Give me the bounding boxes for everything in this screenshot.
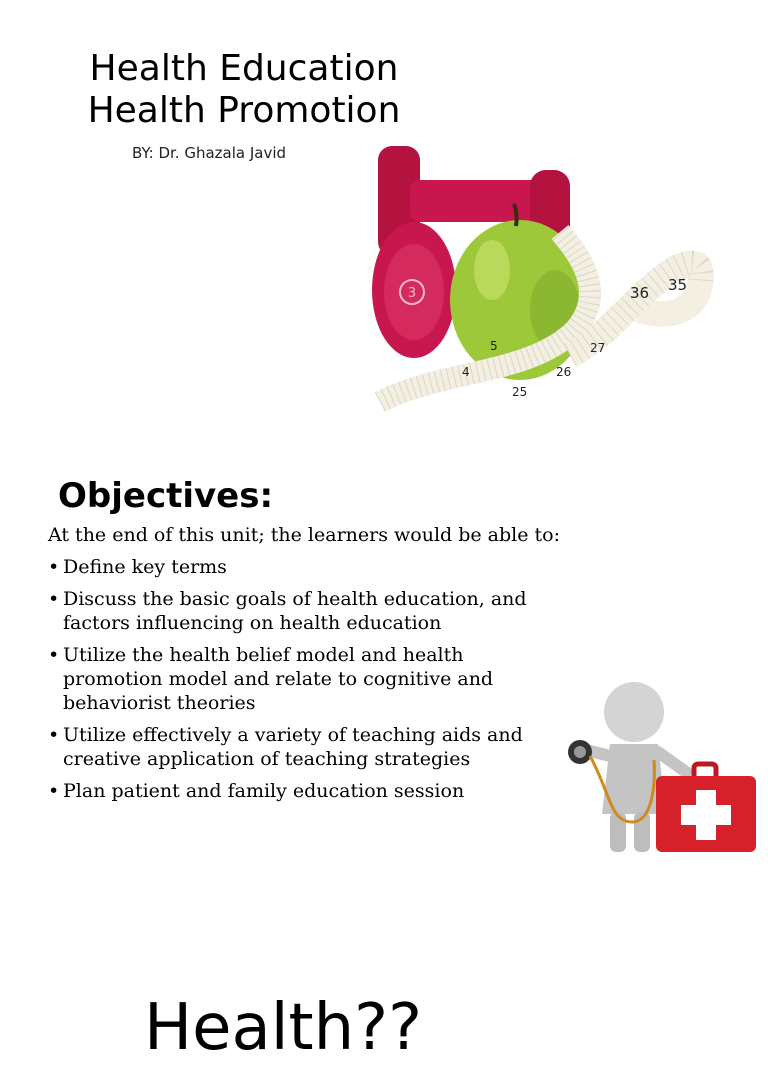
list-item: • Utilize effectively a variety of teaching aids and creative application of teaching strategies xyxy=(48,723,568,771)
medical-kit-icon xyxy=(656,764,756,852)
svg-text:35: 35 xyxy=(668,276,688,294)
svg-text:4: 4 xyxy=(462,365,470,379)
svg-text:5: 5 xyxy=(490,339,498,353)
slide-objectives xyxy=(0,450,768,890)
svg-text:25: 25 xyxy=(512,385,528,399)
svg-text:3: 3 xyxy=(407,286,417,301)
fitness-image xyxy=(370,140,710,405)
svg-text:26: 26 xyxy=(556,365,572,379)
objectives-list xyxy=(48,555,568,811)
slide-health xyxy=(0,900,768,1065)
svg-text:36: 36 xyxy=(630,284,650,302)
list-item: • Discuss the basic goals of health education, and factors influencing on health education xyxy=(48,587,568,635)
list-item: • Plan patient and family education session xyxy=(48,779,568,803)
doctor-figure-image xyxy=(560,672,768,862)
author-byline: BY: Dr. Ghazala Javid xyxy=(132,144,287,162)
list-item: • Define key terms xyxy=(48,555,568,579)
title-line-2: Health Promotion xyxy=(87,90,401,132)
health-title: Health?? xyxy=(144,991,423,1065)
presentation-title xyxy=(60,48,428,132)
list-item: • Utilize the health belief model and health promotion model and relate to cognitive and behaviorist theories xyxy=(48,643,568,715)
title-line-1: Health Education xyxy=(89,48,399,90)
slide-title xyxy=(0,0,768,430)
objectives-heading: Objectives: xyxy=(58,476,274,516)
svg-text:27: 27 xyxy=(590,341,606,355)
objectives-intro: At the end of this unit; the learners would be able to: xyxy=(48,524,561,546)
